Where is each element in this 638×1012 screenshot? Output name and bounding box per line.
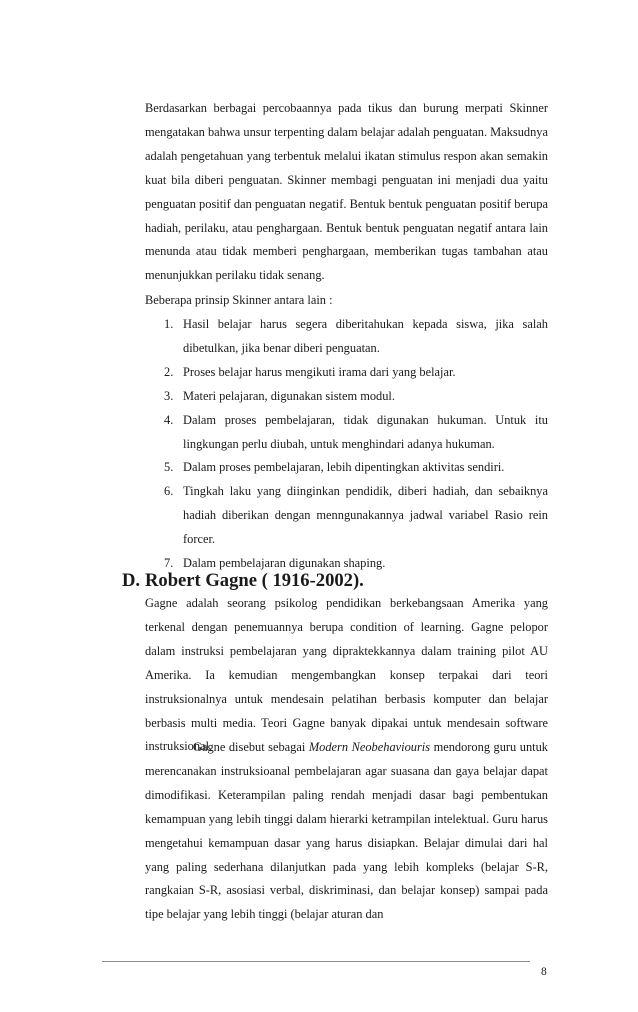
list-text: Dalam proses pembelajaran, lebih dipentingkan aktivitas sendiri. [183,460,505,475]
list-number: 4. [164,412,174,427]
list-text: Proses belajar harus mengikuti irama dari yang belajar. [183,364,456,379]
list-number: 7. [164,556,174,571]
list-number: 1. [164,317,174,331]
list-number: 2. [164,364,174,379]
gagne-paragraph-1: Gagne adalah seorang psikolog pendidikan berkebangsaan Amerika yang terkenal dengan penemuannya berupa condition of learning. Gagne pelopor dalam instruksi pembelajaran yang dipraktekkannya dalam training pilot AU Amerika. Ia kemudian mengembangkan konsep terpakai dari teori instruksionalnya untuk mendesain pelatihan berbasis komputer dan belajar berbasis multi media. Teori Gagne banyak dipakai untuk mendesain software instruksional. [145,596,548,754]
list-item [145,385,548,409]
list-item [145,456,548,480]
page-number: 8 [541,966,547,978]
list-item [145,361,548,385]
italic-term: Modern Neobehaviouris [308,740,431,754]
list-number: 3. [164,388,174,403]
list-item [145,313,548,361]
section-heading [122,569,364,593]
list-item [145,480,548,552]
principles-list [145,313,548,576]
list-text: Hasil belajar harus segera diberitahukan kepada siswa, jika salah dibetulkan, jika benar diberi penguatan. [183,317,548,355]
list-number: 6. [164,484,174,499]
intro-paragraph: Berdasarkan berbagai percobaannya pada tikus dan burung merpati Skinner mengatakan bahwa unsur terpenting dalam belajar adalah penguatan. Maksudnya adalah pengetahuan yang terbentuk melalui ikatan stimulus respon akan semakin kuat bila diberi penguatan. Skinner membagi penguatan ini menjadi dua yaitu penguatan positif dan penguatan negatif. Bentuk bentuk penguatan positif berupa hadiah, perilaku, atau penghargaan. Bentuk bentuk penguatan negatif antara lain menunda atau tidak memberi penghargaan, memberikan tugas tambahan atau menunjukkan perilaku tidak senang. [145,101,548,283]
list-text: Tingkah laku yang diinginkan pendidik, diberi hadiah, dan sebaiknya hadiah diberikan dengan menngunakannya jadwal variabel Rasio rein forcer. [183,484,548,547]
paragraph-text: Gagne disebut sebagai [193,740,309,754]
gagne-paragraph-2 [145,736,548,927]
list-text: Dalam proses pembelajaran, tidak digunakan hukuman. Untuk itu lingkungan perlu diubah, untuk menghindari adanya hukuman. [183,412,548,451]
paragraph-text: mendorong guru untuk merencanakan instruksioanal pembelajaran agar suasana dan gaya belajar dapat dimodifikasi. Keterampilan paling rendah menjadi dasar bagi pembentukan kemampuan yang lebih tinggi dalam hierarki ketrampilan intelektual. Guru harus mengetahui kemampuan dasar yang harus disiapkan. Belajar dimulai dari hal yang paling sederhana dilanjutkan pada yang lebih kompleks (belajar S-R, rangkaian S-R, asosiasi verbal, diskriminasi, dan belajar konsep) sampai pada tipe belajar yang lebih tinggi (belajar aturan dan [145,740,548,922]
footer-divider [102,961,530,962]
list-number: 5. [164,460,174,475]
list-item [145,409,548,457]
list-text: Materi pelajaran, digunakan sistem modul. [183,388,395,403]
section-title: Robert Gagne ( 1916-2002). [145,570,364,591]
section-label: D. [122,570,141,591]
list-text: Dalam pembelajaran digunakan shaping. [183,556,386,571]
principles-lead: Beberapa prinsip Skinner antara lain : [145,293,333,307]
